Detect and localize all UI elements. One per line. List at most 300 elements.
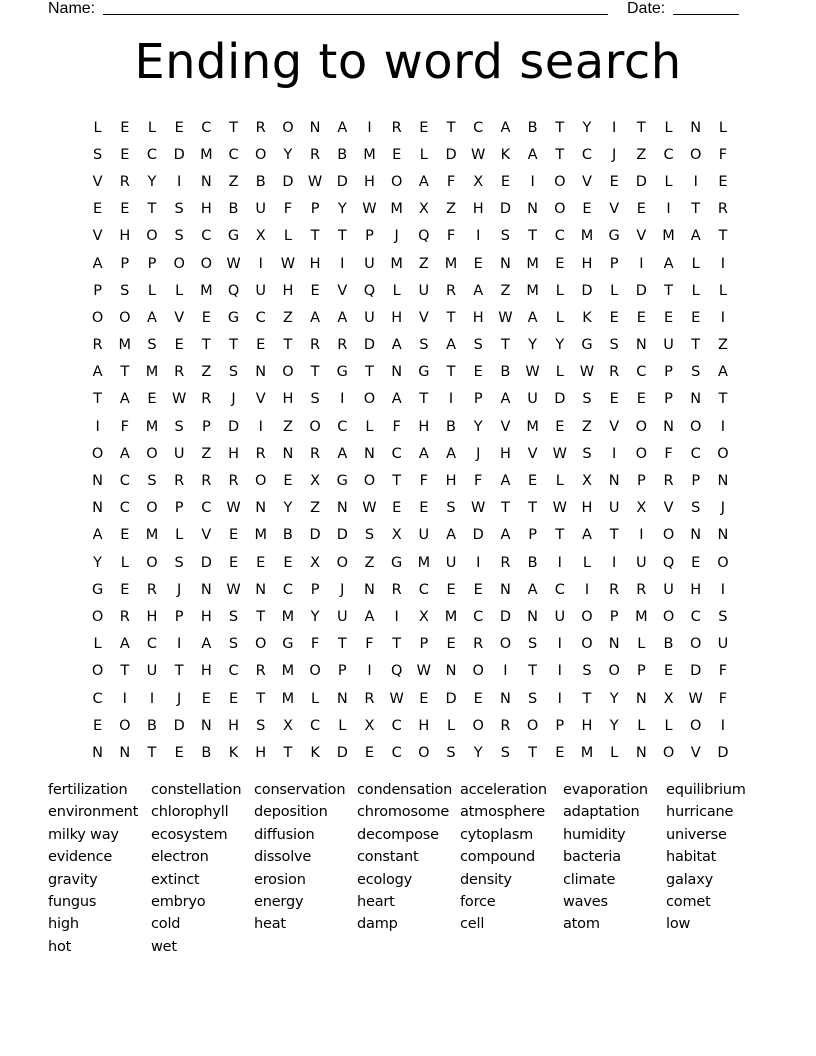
grid-letter[interactable]: A [527, 309, 538, 326]
grid-letter[interactable]: T [392, 473, 402, 490]
grid-letter[interactable]: O [526, 717, 539, 734]
grid-letter[interactable]: P [365, 228, 374, 245]
grid-letter[interactable]: N [608, 636, 620, 653]
grid-letter[interactable]: L [175, 527, 184, 544]
grid-letter[interactable]: O [91, 309, 104, 326]
grid-letter[interactable]: E [582, 201, 592, 218]
grid-letter[interactable]: C [282, 581, 293, 598]
grid-letter[interactable]: D [173, 146, 185, 163]
grid-letter[interactable]: L [637, 636, 646, 653]
grid-letter[interactable]: F [120, 418, 129, 435]
grid-letter[interactable]: E [555, 744, 565, 761]
grid-letter[interactable]: W [471, 500, 486, 517]
grid-letter[interactable]: S [500, 228, 511, 245]
grid-letter[interactable]: H [228, 717, 239, 734]
grid-letter[interactable]: N [635, 337, 647, 354]
grid-letter[interactable]: X [310, 554, 321, 571]
grid-letter[interactable]: W [498, 309, 513, 326]
grid-letter[interactable]: I [612, 554, 617, 571]
grid-letter[interactable]: O [690, 146, 702, 163]
grid-letter[interactable]: E [283, 554, 293, 571]
grid-letter[interactable]: A [92, 527, 103, 544]
grid-letter[interactable]: F [392, 418, 401, 435]
grid-letter[interactable]: O [662, 527, 675, 544]
grid-letter[interactable]: Q [227, 282, 240, 299]
grid-letter[interactable]: A [527, 581, 538, 598]
grid-letter[interactable]: W [226, 500, 241, 517]
grid-letter[interactable]: B [146, 717, 157, 734]
grid-letter[interactable]: N [255, 581, 267, 598]
grid-letter[interactable]: R [717, 201, 728, 218]
grid-letter[interactable]: P [473, 391, 483, 408]
grid-letter[interactable]: O [146, 228, 158, 245]
grid-letter[interactable]: R [473, 636, 484, 653]
grid-letter[interactable]: N [690, 527, 702, 544]
grid-letter[interactable]: J [394, 228, 399, 245]
grid-letter[interactable]: L [610, 282, 619, 299]
grid-letter[interactable]: D [173, 717, 185, 734]
grid-letter[interactable]: P [691, 473, 701, 490]
grid-letter[interactable]: P [636, 663, 646, 680]
grid-letter[interactable]: H [119, 228, 131, 245]
grid-letter[interactable]: U [717, 636, 729, 653]
grid-letter[interactable]: I [612, 119, 617, 136]
grid-letter[interactable]: I [612, 445, 617, 462]
grid-letter[interactable]: T [664, 282, 673, 299]
grid-letter[interactable]: O [255, 146, 267, 163]
grid-letter[interactable]: Z [282, 418, 293, 435]
grid-letter[interactable]: A [446, 445, 456, 462]
grid-letter[interactable]: S [691, 364, 701, 381]
grid-letter[interactable]: T [555, 119, 565, 136]
grid-letter[interactable]: L [664, 717, 673, 734]
grid-letter[interactable]: P [337, 663, 347, 680]
grid-letter[interactable]: G [581, 337, 593, 354]
grid-letter[interactable]: W [416, 663, 432, 680]
grid-letter[interactable]: L [582, 554, 592, 571]
grid-letter[interactable]: T [718, 391, 728, 408]
grid-letter[interactable]: W [389, 690, 404, 707]
grid-letter[interactable]: A [500, 527, 511, 544]
grid-letter[interactable]: H [472, 309, 484, 326]
grid-letter[interactable]: V [500, 418, 511, 435]
grid-letter[interactable]: O [554, 201, 566, 218]
grid-letter[interactable]: E [120, 581, 130, 598]
grid-letter[interactable]: U [418, 527, 430, 544]
grid-letter[interactable]: O [146, 445, 158, 462]
grid-letter[interactable]: E [446, 636, 456, 653]
grid-letter[interactable]: L [147, 119, 157, 136]
grid-letter[interactable]: A [391, 391, 402, 408]
grid-letter[interactable]: T [500, 337, 510, 354]
grid-letter[interactable]: T [528, 744, 538, 761]
grid-letter[interactable]: S [446, 500, 456, 517]
grid-letter[interactable]: J [340, 581, 345, 598]
grid-letter[interactable]: N [200, 173, 212, 190]
grid-letter[interactable]: A [119, 445, 130, 462]
grid-letter[interactable]: E [555, 418, 565, 435]
grid-letter[interactable]: E [636, 309, 646, 326]
grid-letter[interactable]: D [200, 554, 212, 571]
grid-letter[interactable]: P [201, 418, 211, 435]
grid-letter[interactable]: Z [636, 146, 647, 163]
grid-letter[interactable]: N [200, 581, 212, 598]
grid-letter[interactable]: U [608, 500, 620, 517]
grid-letter[interactable]: R [92, 337, 103, 354]
grid-letter[interactable]: N [364, 445, 375, 462]
grid-letter[interactable]: E [528, 473, 538, 490]
grid-letter[interactable]: N [499, 690, 511, 707]
grid-letter[interactable]: I [557, 690, 562, 707]
grid-letter[interactable]: X [310, 473, 321, 490]
grid-letter[interactable]: E [636, 391, 646, 408]
grid-letter[interactable]: T [636, 119, 646, 136]
grid-letter[interactable]: J [612, 146, 617, 163]
grid-letter[interactable]: X [391, 527, 402, 544]
grid-letter[interactable]: E [120, 201, 130, 218]
grid-letter[interactable]: P [147, 255, 157, 272]
grid-letter[interactable]: E [636, 201, 646, 218]
grid-letter[interactable]: H [581, 255, 593, 272]
grid-letter[interactable]: R [174, 364, 185, 381]
grid-letter[interactable]: I [557, 636, 562, 653]
grid-letter[interactable]: D [336, 744, 348, 761]
grid-letter[interactable]: E [174, 119, 184, 136]
grid-letter[interactable]: M [526, 282, 539, 299]
grid-letter[interactable]: K [310, 744, 320, 761]
grid-letter[interactable]: T [691, 201, 701, 218]
grid-letter[interactable]: E [228, 690, 239, 707]
grid-letter[interactable]: R [119, 173, 130, 190]
grid-letter[interactable]: P [609, 608, 619, 625]
grid-letter[interactable]: I [639, 527, 644, 544]
grid-letter[interactable]: O [255, 473, 267, 490]
grid-letter[interactable]: A [418, 173, 429, 190]
grid-letter[interactable]: H [364, 173, 375, 190]
grid-letter[interactable]: L [555, 282, 564, 299]
grid-letter[interactable]: Z [310, 500, 321, 517]
grid-letter[interactable]: E [93, 201, 103, 218]
grid-letter[interactable]: C [146, 636, 158, 653]
grid-letter[interactable]: E [256, 337, 266, 354]
grid-letter[interactable]: V [92, 228, 103, 245]
grid-letter[interactable]: N [92, 744, 104, 761]
grid-letter[interactable]: B [527, 119, 538, 136]
grid-letter[interactable]: C [391, 744, 402, 761]
grid-letter[interactable]: M [526, 418, 539, 435]
grid-letter[interactable]: E [718, 173, 728, 190]
grid-letter[interactable]: I [720, 255, 726, 272]
grid-letter[interactable]: V [337, 282, 348, 299]
grid-letter[interactable]: T [365, 364, 374, 381]
grid-letter[interactable]: M [444, 608, 458, 625]
grid-letter[interactable]: O [690, 717, 702, 734]
grid-letter[interactable]: U [336, 608, 348, 625]
grid-letter[interactable]: N [499, 581, 511, 598]
grid-letter[interactable]: S [500, 744, 511, 761]
grid-letter[interactable]: I [476, 554, 481, 571]
grid-letter[interactable]: S [582, 391, 592, 408]
grid-letter[interactable]: S [120, 282, 130, 299]
grid-letter[interactable]: L [691, 255, 700, 272]
grid-letter[interactable]: F [446, 228, 456, 245]
grid-letter[interactable]: Z [446, 201, 456, 218]
grid-letter[interactable]: E [228, 527, 239, 544]
grid-letter[interactable]: F [664, 445, 673, 462]
grid-letter[interactable]: I [557, 663, 562, 680]
grid-letter[interactable]: U [527, 391, 538, 408]
grid-letter[interactable]: R [445, 282, 457, 299]
grid-letter[interactable]: O [554, 173, 566, 190]
grid-letter[interactable]: L [175, 282, 184, 299]
grid-letter[interactable]: C [581, 146, 593, 163]
grid-letter[interactable]: A [310, 309, 321, 326]
grid-letter[interactable]: O [690, 418, 702, 435]
grid-letter[interactable]: V [609, 418, 620, 435]
grid-letter[interactable]: R [337, 337, 348, 354]
grid-letter[interactable]: U [554, 608, 566, 625]
grid-letter[interactable]: N [690, 391, 702, 408]
grid-letter[interactable]: C [228, 663, 239, 680]
grid-letter[interactable]: O [336, 554, 348, 571]
grid-letter[interactable]: V [690, 744, 701, 761]
grid-letter[interactable]: H [200, 201, 212, 218]
grid-letter[interactable]: D [554, 391, 566, 408]
grid-letter[interactable]: I [177, 636, 182, 653]
grid-letter[interactable]: T [93, 391, 103, 408]
grid-letter[interactable]: G [418, 364, 430, 381]
grid-letter[interactable]: M [281, 663, 295, 680]
grid-letter[interactable]: H [282, 391, 294, 408]
grid-letter[interactable]: S [473, 337, 483, 354]
grid-letter[interactable]: E [663, 309, 674, 326]
grid-letter[interactable]: Y [283, 500, 293, 517]
grid-letter[interactable]: V [582, 173, 592, 190]
grid-letter[interactable]: C [201, 500, 212, 517]
grid-letter[interactable]: T [147, 201, 157, 218]
grid-letter[interactable]: S [147, 337, 157, 354]
grid-letter[interactable]: L [718, 282, 727, 299]
grid-letter[interactable]: P [310, 581, 320, 598]
grid-letter[interactable]: O [390, 173, 403, 190]
grid-letter[interactable]: I [720, 309, 726, 326]
grid-letter[interactable]: Z [582, 418, 592, 435]
grid-letter[interactable]: Z [364, 554, 375, 571]
grid-letter[interactable]: M [145, 527, 159, 544]
grid-letter[interactable]: L [555, 309, 564, 326]
grid-letter[interactable]: O [146, 500, 158, 517]
grid-letter[interactable]: P [419, 636, 429, 653]
grid-letter[interactable]: E [392, 146, 402, 163]
grid-letter[interactable]: L [311, 690, 320, 707]
grid-letter[interactable]: R [391, 581, 402, 598]
grid-letter[interactable]: E [174, 337, 184, 354]
grid-letter[interactable]: O [91, 608, 104, 625]
grid-letter[interactable]: L [365, 418, 374, 435]
grid-letter[interactable]: Z [500, 282, 511, 299]
grid-letter[interactable]: C [310, 717, 321, 734]
grid-letter[interactable]: B [446, 418, 456, 435]
grid-letter[interactable]: T [337, 636, 347, 653]
grid-letter[interactable]: A [446, 527, 456, 544]
grid-letter[interactable]: E [663, 663, 674, 680]
grid-letter[interactable]: H [146, 608, 158, 625]
grid-letter[interactable]: C [663, 146, 674, 163]
grid-letter[interactable]: P [555, 717, 565, 734]
grid-letter[interactable]: A [92, 364, 103, 381]
grid-letter[interactable]: O [91, 445, 104, 462]
grid-letter[interactable]: A [337, 445, 348, 462]
grid-letter[interactable]: U [173, 445, 185, 462]
grid-letter[interactable]: R [228, 473, 239, 490]
grid-letter[interactable]: N [364, 581, 375, 598]
grid-letter[interactable]: S [174, 228, 184, 245]
grid-letter[interactable]: I [122, 690, 127, 707]
grid-letter[interactable]: N [336, 500, 348, 517]
grid-letter[interactable]: N [717, 473, 729, 490]
grid-letter[interactable]: F [718, 690, 728, 707]
grid-letter[interactable]: H [581, 500, 593, 517]
grid-letter[interactable]: P [664, 391, 673, 408]
grid-letter[interactable]: R [255, 119, 266, 136]
grid-letter[interactable]: T [337, 228, 347, 245]
grid-letter[interactable]: W [688, 690, 703, 707]
grid-letter[interactable]: X [473, 173, 484, 190]
grid-letter[interactable]: O [472, 663, 484, 680]
grid-letter[interactable]: G [391, 554, 403, 571]
grid-letter[interactable]: J [177, 581, 182, 598]
grid-letter[interactable]: O [717, 554, 729, 571]
grid-letter[interactable]: I [149, 690, 155, 707]
grid-letter[interactable]: E [283, 473, 293, 490]
grid-letter[interactable]: T [283, 337, 293, 354]
grid-letter[interactable]: O [363, 391, 376, 408]
grid-letter[interactable]: H [200, 608, 212, 625]
grid-letter[interactable]: E [473, 581, 483, 598]
grid-letter[interactable]: B [500, 364, 511, 381]
grid-letter[interactable]: J [476, 445, 481, 462]
grid-letter[interactable]: M [363, 146, 376, 163]
grid-letter[interactable]: D [581, 282, 593, 299]
grid-letter[interactable]: S [527, 636, 538, 653]
grid-letter[interactable]: T [392, 636, 402, 653]
grid-letter[interactable]: I [340, 255, 345, 272]
grid-letter[interactable]: S [228, 636, 239, 653]
grid-letter[interactable]: R [609, 364, 620, 381]
grid-letter[interactable]: R [310, 445, 321, 462]
grid-letter[interactable]: K [228, 744, 239, 761]
grid-letter[interactable]: Y [528, 337, 538, 354]
grid-letter[interactable]: W [362, 500, 377, 517]
grid-letter[interactable]: L [555, 473, 564, 490]
grid-letter[interactable]: S [174, 554, 184, 571]
grid-letter[interactable]: O [690, 636, 702, 653]
grid-letter[interactable]: H [445, 473, 457, 490]
grid-letter[interactable]: D [635, 173, 647, 190]
grid-letter[interactable]: T [229, 119, 238, 136]
grid-letter[interactable]: Y [473, 744, 483, 761]
grid-letter[interactable]: V [255, 391, 266, 408]
grid-letter[interactable]: U [255, 282, 267, 299]
grid-letter[interactable]: A [473, 282, 484, 299]
grid-letter[interactable]: X [255, 228, 266, 245]
grid-letter[interactable]: H [391, 309, 403, 326]
grid-letter[interactable]: G [227, 228, 240, 245]
grid-letter[interactable]: Y [473, 418, 483, 435]
grid-letter[interactable]: V [609, 201, 620, 218]
grid-letter[interactable]: D [717, 744, 729, 761]
grid-letter[interactable]: M [444, 255, 458, 272]
grid-letter[interactable]: D [363, 337, 376, 354]
grid-letter[interactable]: A [418, 445, 429, 462]
grid-letter[interactable]: F [718, 146, 728, 163]
grid-letter[interactable]: H [255, 744, 267, 761]
grid-letter[interactable]: O [173, 255, 185, 272]
grid-letter[interactable]: I [476, 228, 481, 245]
grid-letter[interactable]: S [228, 608, 239, 625]
grid-letter[interactable]: F [365, 636, 374, 653]
grid-letter[interactable]: C [92, 690, 103, 707]
grid-letter[interactable]: N [282, 445, 294, 462]
grid-letter[interactable]: D [336, 527, 348, 544]
grid-letter[interactable]: T [256, 608, 266, 625]
grid-letter[interactable]: I [693, 173, 698, 190]
grid-letter[interactable]: O [581, 636, 593, 653]
grid-letter[interactable]: G [91, 581, 104, 598]
grid-letter[interactable]: I [258, 418, 263, 435]
grid-letter[interactable]: W [226, 255, 241, 272]
grid-letter[interactable]: O [200, 255, 213, 272]
grid-letter[interactable]: A [92, 255, 103, 272]
grid-letter[interactable]: P [636, 473, 646, 490]
grid-letter[interactable]: L [446, 717, 456, 734]
grid-letter[interactable]: G [336, 364, 348, 381]
grid-letter[interactable]: I [394, 608, 399, 625]
grid-letter[interactable]: E [609, 173, 619, 190]
grid-letter[interactable]: P [609, 255, 619, 272]
grid-letter[interactable]: B [255, 173, 266, 190]
grid-letter[interactable]: R [255, 663, 266, 680]
grid-letter[interactable]: C [228, 146, 239, 163]
grid-letter[interactable]: H [309, 255, 321, 272]
grid-letter[interactable]: L [718, 119, 727, 136]
grid-letter[interactable]: X [636, 500, 647, 517]
grid-letter[interactable]: S [174, 201, 184, 218]
grid-letter[interactable]: H [282, 282, 294, 299]
grid-letter[interactable]: O [635, 418, 648, 435]
grid-letter[interactable]: N [499, 255, 511, 272]
grid-letter[interactable]: D [227, 418, 240, 435]
grid-letter[interactable]: L [338, 717, 347, 734]
grid-letter[interactable]: L [664, 119, 673, 136]
grid-letter[interactable]: I [584, 581, 590, 598]
grid-letter[interactable]: N [663, 418, 674, 435]
grid-letter[interactable]: U [364, 255, 375, 272]
grid-letter[interactable]: H [499, 445, 511, 462]
grid-letter[interactable]: T [500, 500, 510, 517]
grid-letter[interactable]: W [280, 255, 296, 272]
grid-letter[interactable]: R [500, 717, 511, 734]
grid-letter[interactable]: F [474, 473, 483, 490]
grid-letter[interactable]: A [527, 146, 538, 163]
grid-letter[interactable]: I [258, 255, 263, 272]
grid-letter[interactable]: R [201, 391, 212, 408]
grid-letter[interactable]: Y [93, 554, 103, 571]
grid-letter[interactable]: J [720, 500, 726, 517]
grid-letter[interactable]: L [147, 282, 157, 299]
grid-letter[interactable]: I [720, 418, 726, 435]
grid-letter[interactable]: N [255, 364, 267, 381]
